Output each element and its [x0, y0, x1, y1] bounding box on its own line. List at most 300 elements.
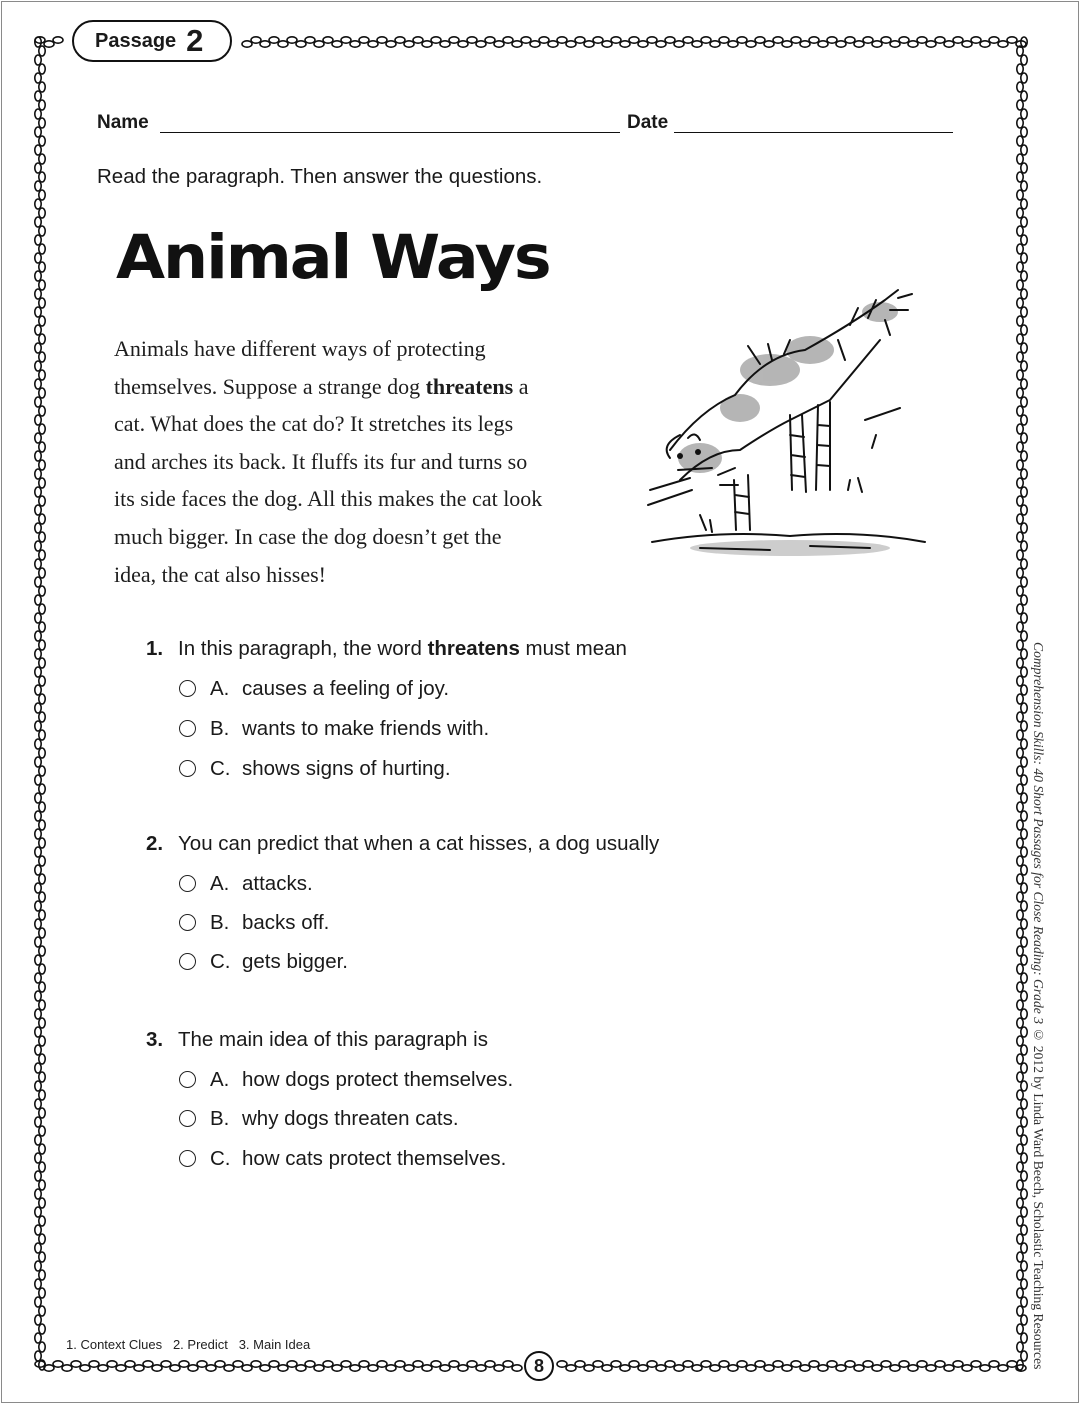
chain-link	[1017, 442, 1023, 452]
passage-paragraph	[114, 330, 614, 593]
chain-link	[1017, 1306, 1023, 1316]
chain-link	[1021, 1063, 1027, 1073]
chain-link	[53, 37, 63, 43]
chain-link	[773, 1361, 783, 1367]
chain-link	[39, 568, 45, 578]
chain-link	[1021, 217, 1027, 227]
chain-link	[35, 991, 41, 1001]
chain-link	[39, 694, 45, 704]
chain-link	[35, 1207, 41, 1217]
chain-link	[584, 41, 594, 47]
option-letter: A.	[210, 677, 230, 700]
chain-link	[1017, 532, 1023, 542]
chain-link	[1017, 802, 1023, 812]
chain-link	[39, 1126, 45, 1136]
chain-link	[170, 1365, 180, 1371]
chain-link	[35, 1153, 41, 1163]
passage-label: Passage	[95, 29, 177, 52]
question-2	[146, 832, 786, 982]
option-text: backs off.	[242, 911, 330, 934]
chain-link	[395, 37, 405, 43]
vocab-word: threatens	[427, 637, 520, 660]
chain-link	[39, 244, 45, 254]
paragraph-line: and arches its back. It fluffs its fur and turns so	[114, 448, 528, 474]
chain-link	[539, 37, 549, 43]
chain-link	[1021, 1315, 1027, 1325]
chain-link	[39, 1270, 45, 1280]
chain-link	[1017, 424, 1023, 434]
chain-link	[39, 1234, 45, 1244]
chain-link	[39, 586, 45, 596]
chain-link	[1017, 352, 1023, 362]
chain-link	[35, 1117, 41, 1127]
chain-link	[39, 64, 45, 74]
chain-link	[1021, 1225, 1027, 1235]
chain-link	[1017, 586, 1023, 596]
chain-link	[1021, 91, 1027, 101]
chain-link	[1021, 1207, 1027, 1217]
chain-link	[818, 41, 828, 47]
chain-link	[332, 41, 342, 47]
chain-link	[926, 41, 936, 47]
chain-link	[260, 1365, 270, 1371]
chain-link	[1021, 703, 1027, 713]
chain-link	[1017, 1216, 1023, 1226]
chain-link	[35, 307, 41, 317]
chain-link	[1021, 271, 1027, 281]
chain-link	[35, 1189, 41, 1199]
chain-link	[35, 1009, 41, 1019]
chain-link	[485, 37, 495, 43]
chain-link	[287, 37, 297, 43]
chain-link	[39, 712, 45, 722]
chain-link	[872, 1365, 882, 1371]
chain-link	[647, 1361, 657, 1367]
chain-link	[1017, 874, 1023, 884]
chain-link	[1017, 838, 1023, 848]
chain-link	[287, 1361, 297, 1367]
page-number-badge: 8	[524, 1351, 554, 1381]
chain-link	[746, 41, 756, 47]
chain-link	[1017, 316, 1023, 326]
chain-link	[980, 41, 990, 47]
chain-link	[1017, 640, 1023, 650]
chain-link	[35, 811, 41, 821]
chain-link	[836, 41, 846, 47]
chain-link	[1017, 514, 1023, 524]
chain-link	[953, 1361, 963, 1367]
chain-link	[791, 37, 801, 43]
chain-link	[39, 892, 45, 902]
chain-link	[584, 1365, 594, 1371]
chain-link	[1021, 343, 1027, 353]
chain-link	[422, 41, 432, 47]
chain-link	[1017, 1072, 1023, 1082]
chain-link	[764, 41, 774, 47]
chain-link	[39, 208, 45, 218]
chain-link	[1021, 595, 1027, 605]
chain-link	[39, 838, 45, 848]
chain-link	[39, 1252, 45, 1262]
option-letter: B.	[210, 911, 230, 934]
chain-link	[1021, 631, 1027, 641]
chain-link	[557, 37, 567, 43]
chain-link	[35, 253, 41, 263]
chain-link	[350, 41, 360, 47]
chain-link	[1021, 379, 1027, 389]
chain-link	[1017, 1180, 1023, 1190]
chain-link	[1021, 199, 1027, 209]
book-title: Comprehension Skills: 40 Short Passages for Close Reading: Grade 3	[1031, 642, 1046, 1024]
radio-circle-icon[interactable]	[179, 1150, 196, 1167]
chain-link	[683, 37, 693, 43]
chain-link	[359, 1361, 369, 1367]
chain-link	[1021, 1117, 1027, 1127]
chain-link	[935, 1361, 945, 1367]
chain-link	[39, 802, 45, 812]
chain-link	[701, 1361, 711, 1367]
chain-link	[629, 1361, 639, 1367]
chain-link	[1021, 1135, 1027, 1145]
chain-link	[1017, 604, 1023, 614]
option-text: causes a feeling of joy.	[242, 677, 450, 700]
option-letter: C.	[210, 950, 231, 973]
chain-link	[1017, 766, 1023, 776]
chain-link	[1021, 793, 1027, 803]
chain-link	[710, 41, 720, 47]
chain-link	[35, 1045, 41, 1055]
chain-link	[962, 41, 972, 47]
chain-link	[737, 37, 747, 43]
chain-link	[1021, 847, 1027, 857]
chain-link	[1021, 1351, 1027, 1361]
chain-link	[881, 1361, 891, 1367]
option-text: shows signs of hurting.	[242, 757, 451, 780]
chain-link	[143, 1361, 153, 1367]
chain-link	[35, 55, 41, 65]
cat-illustration	[640, 280, 940, 570]
chain-link	[1017, 1108, 1023, 1118]
chain-link	[39, 370, 45, 380]
chain-link	[1017, 1270, 1023, 1280]
chain-link	[305, 1361, 315, 1367]
chain-link	[35, 559, 41, 569]
chain-link	[611, 37, 621, 43]
radio-circle-icon[interactable]	[179, 914, 196, 931]
chain-link	[39, 1090, 45, 1100]
radio-circle-icon[interactable]	[179, 953, 196, 970]
chain-link	[39, 1162, 45, 1172]
option-letter: B.	[210, 717, 230, 740]
chain-link	[863, 37, 873, 43]
chain-link	[881, 37, 891, 43]
chain-link	[980, 1365, 990, 1371]
vocab-word: threatens	[425, 373, 514, 399]
option-letter: A.	[210, 872, 230, 895]
chain-link	[1017, 280, 1023, 290]
chain-link	[35, 73, 41, 83]
chain-link	[827, 1361, 837, 1367]
chain-link	[431, 1361, 441, 1367]
chain-link	[323, 37, 333, 43]
chain-link	[39, 766, 45, 776]
chain-link	[1017, 784, 1023, 794]
chain-link	[1021, 955, 1027, 965]
chain-link	[1021, 613, 1027, 623]
chain-link	[1007, 1361, 1017, 1367]
chain-link	[1021, 127, 1027, 137]
paragraph-text: a	[513, 373, 529, 399]
chain-link	[323, 1361, 333, 1367]
chain-link	[35, 145, 41, 155]
chain-link	[35, 595, 41, 605]
credit-text: © 2012 by Linda Ward Beech, Scholastic Teaching Resources	[1031, 1024, 1046, 1370]
chain-link	[1017, 1090, 1023, 1100]
chain-link	[35, 901, 41, 911]
chain-link	[35, 1225, 41, 1235]
chain-link	[638, 41, 648, 47]
chain-link	[35, 505, 41, 515]
chain-link	[1017, 550, 1023, 560]
chain-link	[35, 703, 41, 713]
chain-link	[39, 532, 45, 542]
chain-link	[512, 1365, 522, 1371]
chain-link	[1021, 1045, 1027, 1055]
chain-link	[39, 1342, 45, 1352]
chain-link	[39, 460, 45, 470]
chain-link	[1021, 721, 1027, 731]
chain-link	[35, 685, 41, 695]
chain-link	[1021, 1243, 1027, 1253]
chain-link	[35, 91, 41, 101]
chain-link	[39, 1216, 45, 1226]
chain-link	[39, 424, 45, 434]
chain-link	[35, 469, 41, 479]
chain-link	[179, 1361, 189, 1367]
chain-link	[719, 1361, 729, 1367]
radio-circle-icon[interactable]	[179, 680, 196, 697]
chain-link	[1021, 649, 1027, 659]
chain-link	[782, 1365, 792, 1371]
chain-link	[1021, 577, 1027, 587]
chain-link	[503, 37, 513, 43]
chain-link	[1021, 991, 1027, 1001]
paragraph-line: much bigger. In case the dog doesn’t get the	[114, 523, 502, 549]
chain-link	[35, 379, 41, 389]
chain-link	[944, 1365, 954, 1371]
chain-link	[1017, 910, 1023, 920]
radio-circle-icon[interactable]	[179, 1071, 196, 1088]
chain-link	[1017, 1018, 1023, 1028]
question-text	[178, 1028, 488, 1052]
chain-link	[35, 361, 41, 371]
chain-link	[35, 847, 41, 857]
chain-link	[39, 982, 45, 992]
paragraph-line: cat. What does the cat do? It stretches its legs	[114, 411, 514, 437]
chain-link	[1017, 190, 1023, 200]
chain-link	[1021, 1099, 1027, 1109]
name-label: Name	[97, 112, 149, 133]
chain-link	[39, 784, 45, 794]
chain-link	[278, 41, 288, 47]
chain-link	[1021, 235, 1027, 245]
question-1	[146, 637, 786, 787]
chain-link	[449, 37, 459, 43]
chain-link	[35, 937, 41, 947]
chain-link	[773, 37, 783, 43]
chain-link	[854, 1365, 864, 1371]
chain-link	[1017, 172, 1023, 182]
chain-link	[35, 181, 41, 191]
chain-link	[800, 1365, 810, 1371]
chain-link	[35, 865, 41, 875]
chain-link	[989, 37, 999, 43]
chain-link	[818, 1365, 828, 1371]
radio-circle-icon[interactable]	[179, 875, 196, 892]
chain-link	[647, 37, 657, 43]
chain-link	[845, 1361, 855, 1367]
chain-link	[89, 1361, 99, 1367]
chain-link	[1021, 865, 1027, 875]
chain-link	[656, 1365, 666, 1371]
chain-link	[1021, 433, 1027, 443]
radio-circle-icon[interactable]	[179, 1110, 196, 1127]
chain-link	[998, 1365, 1008, 1371]
chain-link	[35, 1351, 41, 1361]
chain-link	[1021, 1009, 1027, 1019]
chain-link	[557, 1361, 567, 1367]
chain-link	[39, 964, 45, 974]
option-letter: C.	[210, 757, 231, 780]
chain-link	[1017, 676, 1023, 686]
chain-link	[863, 1361, 873, 1367]
chain-link	[503, 1361, 513, 1367]
chain-link	[485, 1361, 495, 1367]
chain-link	[39, 1324, 45, 1334]
chain-link	[39, 874, 45, 884]
chain-link	[35, 523, 41, 533]
option-text: gets bigger.	[242, 950, 348, 973]
chain-link	[1021, 811, 1027, 821]
chain-link	[728, 1365, 738, 1371]
chain-link	[1007, 37, 1017, 43]
chain-link	[39, 928, 45, 938]
chain-link	[296, 1365, 306, 1371]
chain-link	[35, 1243, 41, 1253]
chain-link	[305, 37, 315, 43]
option-text: attacks.	[242, 872, 313, 895]
chain-link	[35, 631, 41, 641]
name-date-row	[97, 112, 953, 140]
chain-link	[1017, 928, 1023, 938]
chain-link	[458, 1365, 468, 1371]
chain-link	[39, 1180, 45, 1190]
chain-link	[674, 41, 684, 47]
chain-link	[674, 1365, 684, 1371]
chain-link	[1017, 1342, 1023, 1352]
chain-link	[593, 1361, 603, 1367]
chain-link	[422, 1365, 432, 1371]
chain-link	[1017, 1144, 1023, 1154]
chain-link	[39, 226, 45, 236]
chain-link	[35, 415, 41, 425]
chain-link	[35, 343, 41, 353]
name-line[interactable]	[160, 132, 620, 133]
chain-link	[35, 793, 41, 803]
chain-link	[1021, 829, 1027, 839]
question-text	[178, 832, 659, 856]
chain-link	[611, 1361, 621, 1367]
chain-link	[530, 41, 540, 47]
chain-link	[512, 41, 522, 47]
chain-link	[683, 1361, 693, 1367]
chain-link	[917, 1361, 927, 1367]
radio-circle-icon[interactable]	[179, 760, 196, 777]
chain-link	[35, 1261, 41, 1271]
chain-link	[899, 37, 909, 43]
chain-link	[314, 1365, 324, 1371]
chain-link	[39, 280, 45, 290]
chain-link	[1021, 325, 1027, 335]
chain-link	[890, 41, 900, 47]
chain-link	[1021, 685, 1027, 695]
chain-link	[377, 37, 387, 43]
chain-link	[39, 172, 45, 182]
chain-link	[368, 1365, 378, 1371]
chain-link	[1017, 1000, 1023, 1010]
chain-link	[39, 1144, 45, 1154]
option-text: wants to make friends with.	[242, 717, 490, 740]
chain-link	[827, 37, 837, 43]
chain-link	[1017, 334, 1023, 344]
chain-link	[35, 577, 41, 587]
chain-link	[1021, 505, 1027, 515]
chain-link	[1017, 820, 1023, 830]
chain-link	[1021, 1081, 1027, 1091]
chain-link	[1017, 1198, 1023, 1208]
chain-link	[39, 46, 45, 56]
chain-link	[1017, 1054, 1023, 1064]
chain-link	[35, 973, 41, 983]
chain-link	[449, 1361, 459, 1367]
chain-link	[39, 388, 45, 398]
option-letter: B.	[210, 1107, 230, 1130]
chain-link	[215, 1361, 225, 1367]
chain-link	[836, 1365, 846, 1371]
chain-link	[35, 667, 41, 677]
chain-link	[278, 1365, 288, 1371]
chain-link	[1017, 262, 1023, 272]
radio-circle-icon[interactable]	[179, 720, 196, 737]
chain-link	[161, 1361, 171, 1367]
chain-link	[35, 883, 41, 893]
date-line[interactable]	[674, 132, 953, 133]
chain-link	[39, 1072, 45, 1082]
chain-link	[1021, 1153, 1027, 1163]
chain-link	[39, 1306, 45, 1316]
chain-link	[39, 910, 45, 920]
chain-link	[620, 1365, 630, 1371]
chain-link	[152, 1365, 162, 1371]
chain-link	[1021, 415, 1027, 425]
chain-link	[656, 41, 666, 47]
chain-link	[35, 487, 41, 497]
chain-link	[224, 1365, 234, 1371]
chain-link	[71, 1361, 81, 1367]
chain-link	[35, 289, 41, 299]
chain-link	[917, 37, 927, 43]
chain-link	[1021, 1189, 1027, 1199]
